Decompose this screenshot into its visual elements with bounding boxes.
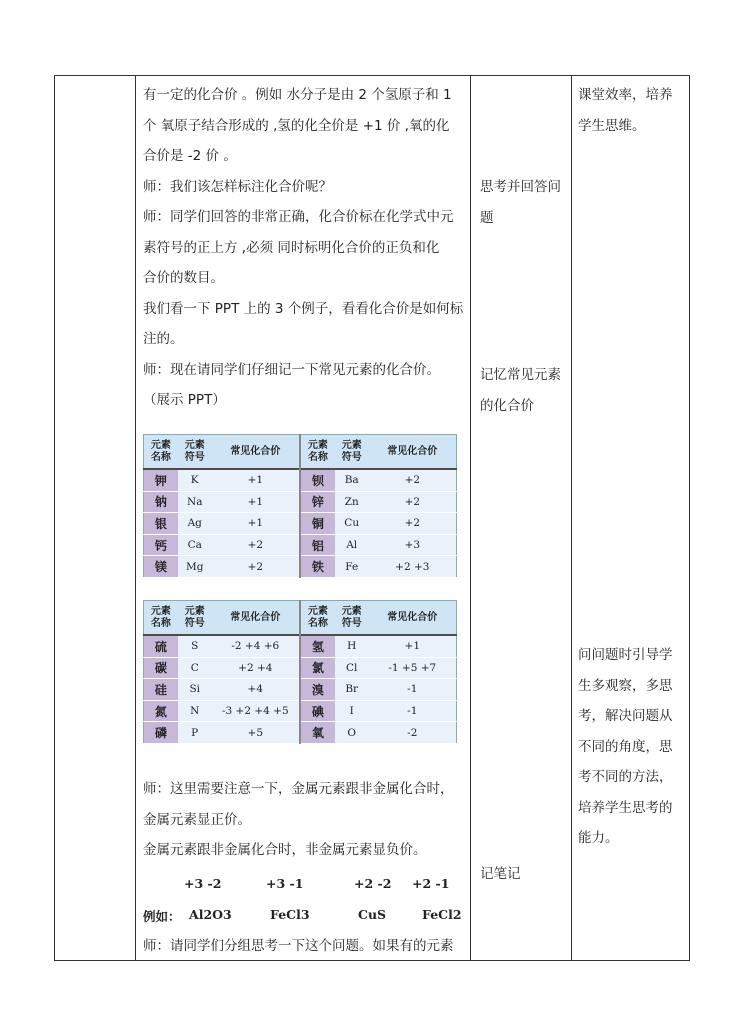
design-intent-2: [578, 640, 673, 854]
element-valence: +1: [212, 513, 300, 535]
element-symbol: P: [178, 722, 212, 744]
design-intent-line: 生多观察，多思: [578, 677, 673, 694]
element-name: 钠: [144, 491, 178, 513]
teacher-text-last: 师：请同学们分组思考一下这个问题。如果有的元素: [143, 938, 454, 954]
element-name: 铝: [300, 534, 335, 556]
element-name: 氢: [300, 635, 335, 657]
element-symbol: N: [178, 700, 212, 722]
element-symbol: Mg: [178, 556, 212, 578]
design-intent-line: 考不同的方法，: [578, 769, 673, 785]
table-row: [144, 700, 457, 722]
element-name: 铁: [300, 556, 335, 578]
student-activity-2: 记忆常见元素: [480, 367, 561, 383]
column-divider: [470, 76, 471, 960]
table-header-name: [144, 435, 178, 470]
element-valence: -1 +5 +7: [369, 657, 457, 679]
element-symbol: O: [335, 722, 369, 744]
table-header-name: [144, 601, 178, 636]
table-row: [144, 491, 457, 513]
teacher-text-top: [143, 80, 463, 416]
table-header-name: [300, 601, 335, 636]
table-row: [144, 556, 457, 578]
element-symbol: H: [335, 635, 369, 657]
table-row: [144, 513, 457, 535]
table-row: [144, 722, 457, 744]
element-name: 银: [144, 513, 178, 535]
teacher-text-line: 我们看一下 PPT 上的 3 个例子，看看化合价是如何标: [143, 300, 464, 317]
column-divider: [571, 76, 572, 960]
example-formula: Al2O3: [189, 907, 232, 922]
table-header-valence: 常见化合价: [369, 601, 457, 636]
header-line: 元素: [184, 439, 205, 451]
element-name: 镁: [144, 556, 178, 578]
element-valence: -2 +4 +6: [212, 635, 300, 657]
table-row: [144, 635, 457, 657]
valence-example: +3 -1: [266, 876, 304, 891]
element-symbol: S: [178, 635, 212, 657]
element-symbol: K: [178, 469, 212, 491]
teacher-text-line: 素符号的正上方 ,必须 同时标明化合价的正负和化: [143, 239, 440, 256]
teacher-text-line: （展示 PPT）: [143, 392, 226, 408]
teacher-text-bottom: [143, 774, 454, 866]
design-intent-1: 课堂效率，培养: [578, 87, 673, 103]
header-line: 元素: [341, 439, 362, 451]
element-name: 硅: [144, 679, 178, 701]
header-line: 元素: [307, 439, 328, 451]
student-activity-1b: 题: [480, 210, 494, 226]
element-valence: +2 +4: [212, 657, 300, 679]
table-row: [144, 679, 457, 701]
header-line: 元素: [184, 605, 205, 617]
student-activity-1: 思考并回答问: [480, 179, 561, 195]
element-name: 碳: [144, 657, 178, 679]
teacher-text-line: 有一定的化合价 。例如 水分子是由 2 个氢原子和 1: [143, 87, 452, 103]
teacher-text-line: 注的。: [143, 331, 184, 347]
teacher-text-line: 师：同学们回答的非常正确，化合价标在化学式中元: [143, 209, 454, 225]
element-symbol: Ca: [178, 534, 212, 556]
teacher-text-line: 金属元素显正价。: [143, 811, 251, 828]
header-line: 元素: [341, 605, 362, 617]
element-symbol: Fe: [335, 556, 369, 578]
element-valence: +4: [212, 679, 300, 701]
example-formula: FeCl2: [422, 907, 462, 922]
header-line: 名称: [307, 617, 328, 629]
element-symbol: Si: [178, 679, 212, 701]
element-valence: +3: [369, 534, 457, 556]
element-valence: -1: [369, 700, 457, 722]
teacher-text-line: 合价的数目。: [143, 270, 224, 286]
element-valence: +2: [212, 556, 300, 578]
table-header-symbol: [335, 601, 369, 636]
teacher-text-line: 师：现在请同学们仔细记一下常见元素的化合价。: [143, 361, 440, 378]
element-valence: +5: [212, 722, 300, 744]
table-row: [144, 534, 457, 556]
element-symbol: Br: [335, 679, 369, 701]
table-header-symbol: [178, 601, 212, 636]
header-line: 名称: [150, 451, 171, 463]
element-valence: +2 +3: [369, 556, 457, 578]
design-intent-line: 培养学生思考的: [578, 799, 673, 816]
element-symbol: Cu: [335, 513, 369, 535]
header-line: 名称: [307, 451, 328, 463]
header-line: 符号: [341, 617, 362, 629]
element-name: 钙: [144, 534, 178, 556]
teacher-text-line: 个 氧原子结合形成的 ,氢的化全价是 +1 价 ,氧的化: [143, 117, 450, 134]
table-header-symbol: [178, 435, 212, 470]
element-name: 硫: [144, 635, 178, 657]
element-symbol: Na: [178, 491, 212, 513]
element-name: 锌: [300, 491, 335, 513]
element-symbol: Al: [335, 534, 369, 556]
valence-table-1: [143, 434, 457, 578]
student-activity-3: 记笔记: [480, 866, 521, 882]
table-header-name: [300, 435, 335, 470]
table-row: [144, 469, 457, 491]
element-valence: -1: [369, 679, 457, 701]
element-symbol: Cl: [335, 657, 369, 679]
teacher-activity-cell: [136, 76, 470, 960]
table-header-valence: 常见化合价: [212, 601, 300, 636]
element-name: 氯: [300, 657, 335, 679]
design-intent-line: 问问题时引导学: [578, 647, 673, 663]
example-formula: CuS: [358, 907, 387, 922]
header-line: 元素: [150, 605, 171, 617]
valence-example: +2 -2: [354, 876, 392, 891]
valence-example: +2 -1: [412, 876, 450, 891]
example-label: 例如：: [143, 909, 181, 924]
element-valence: +2: [212, 534, 300, 556]
element-valence: -3 +2 +4 +5: [212, 700, 300, 722]
valence-table-2: [143, 600, 457, 744]
element-name: 钾: [144, 469, 178, 491]
header-line: 元素: [307, 605, 328, 617]
table-header-valence: 常见化合价: [212, 435, 300, 470]
element-name: 铜: [300, 513, 335, 535]
element-name: 溴: [300, 679, 335, 701]
lesson-plan-table: [54, 75, 690, 961]
header-line: 名称: [150, 617, 171, 629]
header-line: 符号: [184, 451, 205, 463]
element-symbol: C: [178, 657, 212, 679]
header-line: 符号: [341, 451, 362, 463]
header-line: 元素: [150, 439, 171, 451]
table-header-symbol: [335, 435, 369, 470]
element-valence: +2: [369, 491, 457, 513]
design-intent-line: 不同的角度，思: [578, 738, 673, 755]
teacher-text-line: 合价是 -2 价 。: [143, 148, 237, 164]
table-row: [144, 657, 457, 679]
element-name: 氧: [300, 722, 335, 744]
design-intent-line: 考，解决问题从: [578, 708, 673, 724]
design-intent-line: 能力。: [578, 830, 619, 846]
element-valence: +2: [369, 469, 457, 491]
element-valence: +1: [212, 469, 300, 491]
element-valence: +2: [369, 513, 457, 535]
table-header-valence: 常见化合价: [369, 435, 457, 470]
design-intent-1b: 学生思维。: [578, 118, 646, 134]
element-symbol: I: [335, 700, 369, 722]
element-valence: -2: [369, 722, 457, 744]
element-valence: +1: [369, 635, 457, 657]
teacher-text-line: 师：我们该怎样标注化合价呢？: [143, 178, 332, 195]
teacher-text-line: 师：这里需要注意一下，金属元素跟非金属化合时，: [143, 781, 454, 797]
element-name: 钡: [300, 469, 335, 491]
element-name: 氮: [144, 700, 178, 722]
valence-example: +3 -2: [184, 876, 222, 891]
teacher-text-line: 金属元素跟非金属化合时，非金属元素显负价。: [143, 842, 427, 858]
element-name: 碘: [300, 700, 335, 722]
element-symbol: Ba: [335, 469, 369, 491]
element-symbol: Zn: [335, 491, 369, 513]
student-activity-2b: 的化合价: [480, 398, 534, 414]
header-line: 符号: [184, 617, 205, 629]
element-name: 磷: [144, 722, 178, 744]
example-formula: FeCl3: [270, 907, 310, 922]
element-symbol: Ag: [178, 513, 212, 535]
element-valence: +1: [212, 491, 300, 513]
